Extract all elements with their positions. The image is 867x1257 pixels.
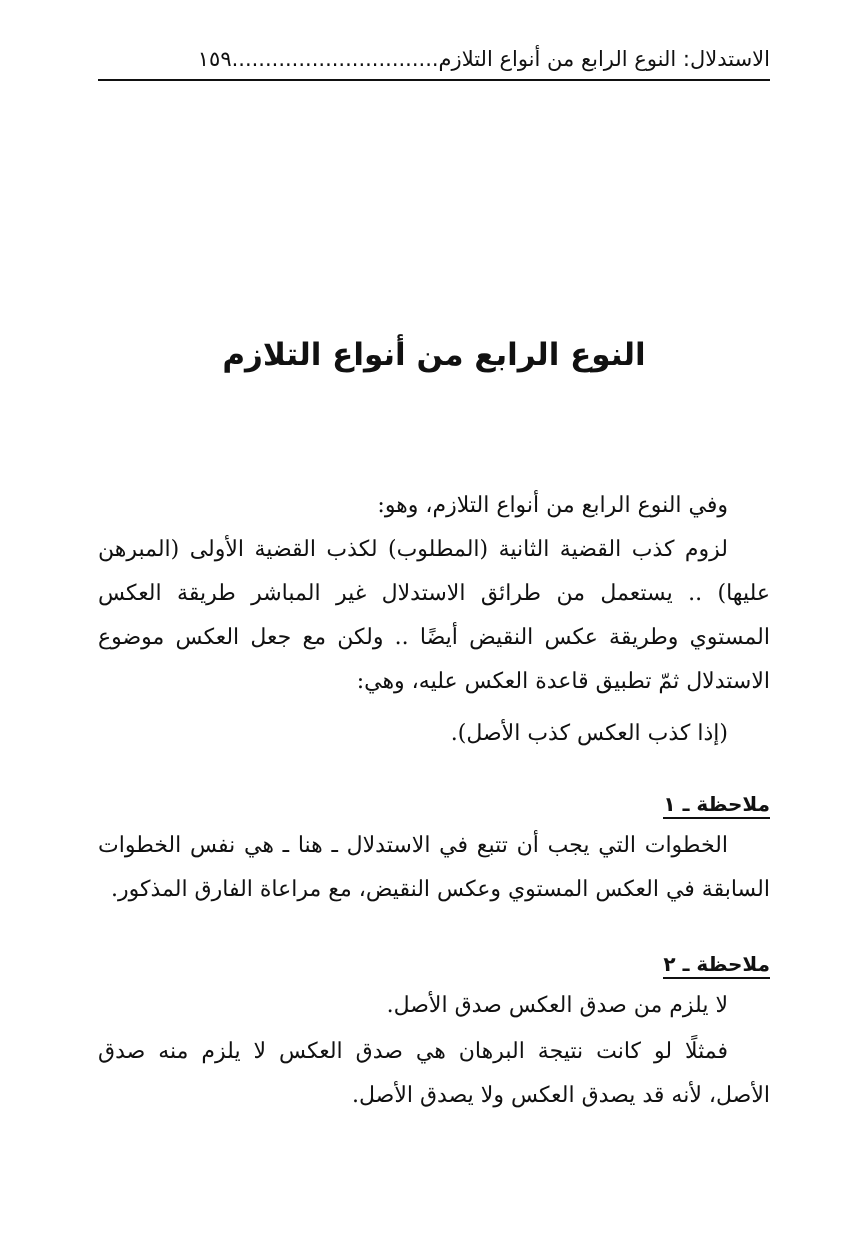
note-2-heading: ملاحظة ـ ٢ [98,946,770,982]
running-title: الاستدلال: النوع الرابع من أنواع التلازم [438,47,770,71]
note-1-heading: ملاحظة ـ ١ [98,786,770,822]
dot-leader: ............................... [231,47,439,71]
chapter-title: النوع الرابع من أنواع التلازم [222,337,646,373]
rule-statement: (إذا كذب العكس كذب الأصل). [450,721,728,746]
header-rule [98,79,770,81]
note-1-text: الخطوات التي يجب أن تتبع في الاستدلال ـ هنا ـ هي نفس الخطوات السابقة في العكس المستوي وعكس النقيض، مع مراعاة الفارق المذكور. [98,833,770,902]
note-2-line-2: فمثلًا لو كانت نتيجة البرهان هي صدق العكس لا يلزم منه صدق الأصل، لأنه قد يصدق العكس ولا يصدق الأصل. [98,1039,770,1108]
body-paragraph: لزوم كذب القضية الثانية (المطلوب) لكذب القضية الأولى (المبرهن عليها) .. يستعمل من طرائق الاستدلال غير المباشر طريقة العكس المستوي وطريقة عكس النقيض أيضًا .. ولكن مع جعل العكس موضوع الاستدلال ثمّ تطبيق قاعدة العكس عليه، وهي: [98,537,770,694]
running-header [98,42,770,76]
intro-paragraph: وفي النوع الرابع من أنواع التلازم، وهو: [377,493,728,518]
note-2-line-1: لا يلزم من صدق العكس صدق الأصل. [386,993,728,1018]
page-number: ١٥٩ [197,47,232,71]
